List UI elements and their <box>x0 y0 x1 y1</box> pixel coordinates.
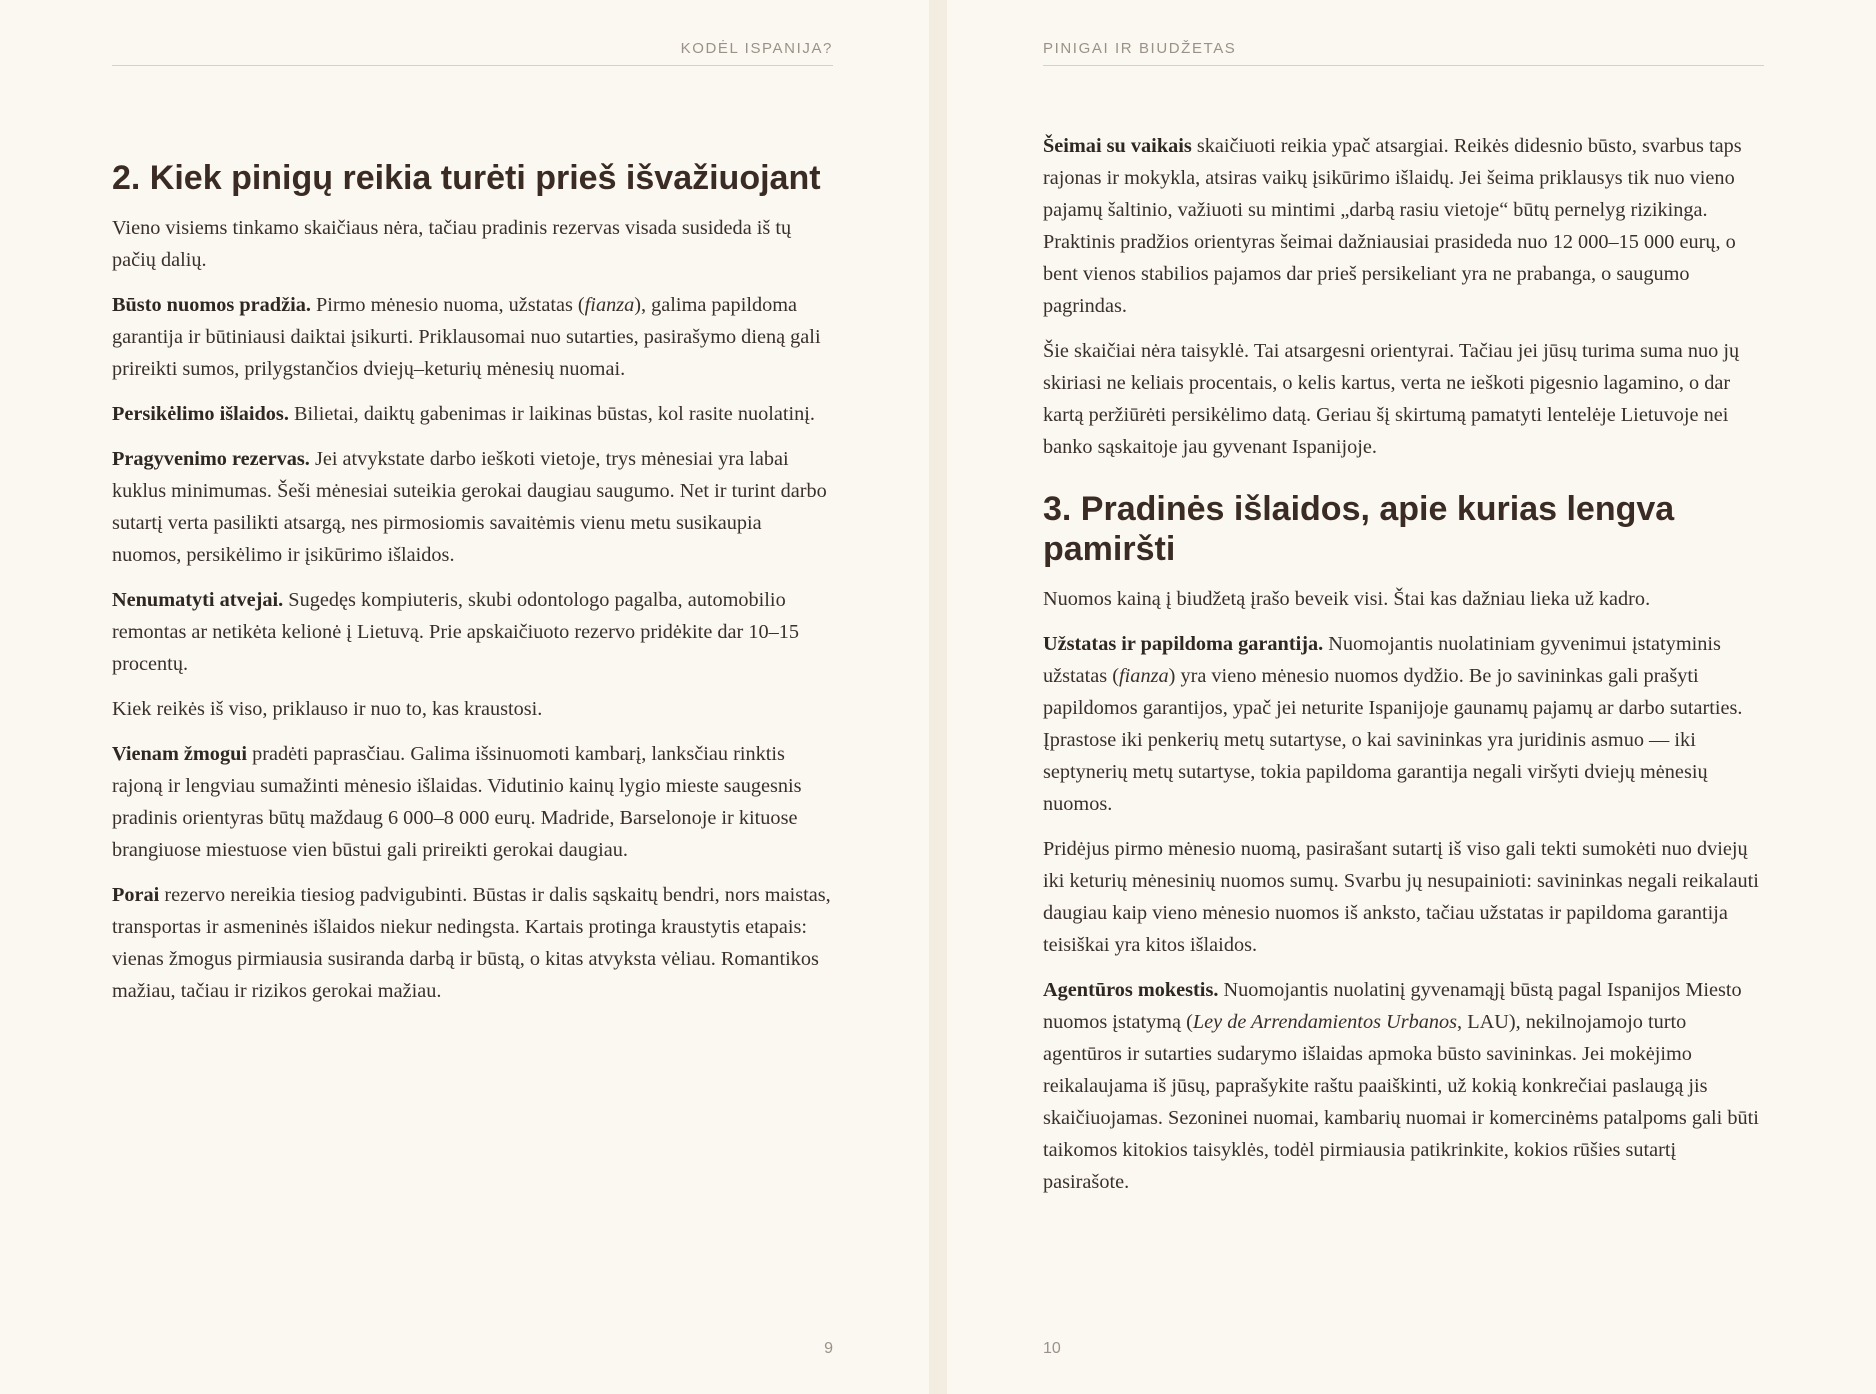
paragraph-agency: Agentūros mokestis. Nuomojantis nuolatinį gyvenamąjį būstą pagal Ispanijos Miesto nuomos įstatymą (Ley de Arrendamientos Urbanos, LAU), nekilnojamojo turto agentūros ir sutarties sudarymo išlaidas apmoka būsto savininkas. Jei mokėjimo reikalaujama iš jūsų, paprašykite raštu paaiškinti, už kokią konkrečiai paslaugą jis skaičiuojamas. Sezoninei nuomai, kambarių nuomai ir komercinėms patalpoms gali būti taikomos kitokios taisyklės, todėl pirmiausia patikrinkite, kokios rūšies sutartį pasirašote. <box>1043 979 1759 1193</box>
running-head: PINIGAI IR BIUDŽETAS <box>1043 40 1237 57</box>
paragraph-total: Pridėjus pirmo mėnesio nuomą, pasirašant sutartį iš viso gali tekti sumokėti nuo dviejų iki keturių mėnesinių nuomos sumų. Svarbu jų nesupainioti: savininkas negali reikalauti daugiau kaip vieno mėnesio nuomos iš anksto, tačiau užstatas ir papildoma garantija teisiškai yra kitos išlaidos. <box>1043 838 1759 956</box>
paragraph-single: Vienam žmogui pradėti paprasčiau. Galima išsinuomoti kambarį, lanksčiau rinktis rajoną ir lengviau sumažinti mėnesio išlaidas. Vidutinio kainų lygio mieste saugesnis pradinis orientyras būtų maždaug 6 000–8 000 eurų. Madride, Barselonoje ir kituose brangiuose miestuose vien būstui gali prireikti gerokai daugiau. <box>112 743 802 861</box>
paragraph-intro: Nuomos kainą į biudžetą įrašo beveik visi. Štai kas dažniau lieka už kadro. <box>1043 588 1651 610</box>
italic-term: fianza <box>584 294 635 316</box>
paragraph-label: Porai <box>112 884 160 906</box>
italic-term: fianza <box>1119 665 1169 687</box>
right-page <box>947 0 1876 1394</box>
paragraph-label: Vienam žmogui <box>112 743 248 765</box>
paragraph-deposit: Užstatas ir papildoma garantija. Nuomojantis nuolatiniam gyvenimui įstatyminis užstatas (fianza) yra vieno mėnesio nuomos dydžio. Be jo savininkas gali prašyti papildomos garantijos, ypač jei neturite Ispanijoje gaunamų pajamų ar darbo sutarties. Įprastose iki penkerių metų sutartyse, o kai savininkas yra juridinis asmuo — iki septynerių metų sutartyse, tokia papildoma garantija negali viršyti dviejų mėnesių nuomos. <box>1043 633 1743 815</box>
page-number: 10 <box>1043 1340 1061 1357</box>
paragraph-moving: Persikėlimo išlaidos. Bilietai, daiktų gabenimas ir laikinas būstas, kol rasite nuolatinį. <box>112 403 815 425</box>
paragraph-unexpected: Nenumatyti atvejai. Sugedęs kompiuteris, skubi odontologo pagalba, automobilio remontas ar netikėta kelionė į Lietuvą. Prie apskaičiuoto rezervo pridėkite dar 10–15 procentų. <box>112 589 800 675</box>
italic-term: Ley de Arrendamientos Urbanos <box>1192 1011 1458 1033</box>
paragraph-depends: Kiek reikės iš viso, priklauso ir nuo to, kas kraustosi. <box>112 698 543 720</box>
running-head: KODĖL ISPANIJA? <box>680 40 833 57</box>
paragraph-family: Šeimai su vaikais skaičiuoti reikia ypač atsargiai. Reikės didesnio būsto, svarbus taps rajonas ir mokykla, atsiras vaikų įsikūrimo išlaidų. Jei šeima priklausys tik nuo vieno pajamų šaltinio, važiuoti su mintimi „darbą rasiu vietoje“ būtų pernelyg rizikinga. Praktinis pradžios orientyras šeimai dažniausiai prasideda nuo 12 000–15 000 eurų, o bent vienos stabilios pajamos dar prieš persikeliant yra ne prabanga, o saugumo pagrindas. <box>1043 135 1742 317</box>
paragraph-label: Persikėlimo išlaidos. <box>112 403 289 425</box>
paragraph-label: Agentūros mokestis. <box>1043 979 1219 1001</box>
paragraph-couple: Porai rezervo nereikia tiesiog padvigubinti. Būstas ir dalis sąskaitų bendri, nors maistas, transportas ir asmeninės išlaidos niekur nedingsta. Kartais protinga kraustytis etapais: vienas žmogus pirmiausia susiranda darbą ir būstą, o kitas atvyksta vėliau. Romantikos mažiau, tačiau ir rizikos gerokai mažiau. <box>112 884 831 1002</box>
paragraph-label: Užstatas ir papildoma garantija. <box>1043 633 1324 655</box>
paragraph-label: Būsto nuomos pradžia. <box>112 294 311 316</box>
paragraph-intro: Vieno visiems tinkamo skaičiaus nėra, tačiau pradinis rezervas visada susideda iš tų pačių dalių. <box>112 217 792 271</box>
paragraph-label: Šeimai su vaikais <box>1043 135 1192 157</box>
paragraph-label: Nenumatyti atvejai. <box>112 589 284 611</box>
section-heading: 2. Kiek pinigų reikia turėti prieš išvažiuojant <box>112 159 821 197</box>
book-gutter <box>929 0 947 1394</box>
header-rule <box>112 65 833 66</box>
page-content <box>112 158 834 1020</box>
section-heading: 3. Pradinės išlaidos, apie kurias lengva pamiršti <box>1043 490 1675 568</box>
paragraph-label: Pragyvenimo rezervas. <box>112 448 310 470</box>
paragraph-housing: Būsto nuomos pradžia. Pirmo mėnesio nuoma, užstatas (fianza), galima papildoma garantija ir būtiniausi daiktai įsikurti. Priklausomai nuo sutarties, pasirašymo dieną gali prireikti sumos, prilygstančios dviejų–keturių mėnesių nuomai. <box>112 294 821 380</box>
header-rule <box>1043 65 1764 66</box>
left-page <box>0 0 929 1394</box>
paragraph-guidelines: Šie skaičiai nėra taisyklė. Tai atsargesni orientyrai. Tačiau jei jūsų turima suma nuo jų skiriasi ne keliais procentais, o kelis kartus, verta ne ieškoti pigesnio lagamino, o dar kartą peržiūrėti persikėlimo datą. Geriau šį skirtumą pamatyti lentelėje Lietuvoje nei banko sąskaitoje jau gyvenant Ispanijoje. <box>1043 340 1740 458</box>
page-number: 9 <box>824 1340 833 1357</box>
page-content <box>1043 130 1765 1211</box>
paragraph-living: Pragyvenimo rezervas. Jei atvykstate darbo ieškoti vietoje, trys mėnesiai yra labai kuklus minimumas. Šeši mėnesiai suteikia gerokai daugiau saugumo. Net ir turint darbo sutartį verta pasilikti atsargą, nes pirmosiomis savaitėmis vienu metu susikaupia nuomos, persikėlimo ir įsikūrimo išlaidos. <box>112 448 827 566</box>
